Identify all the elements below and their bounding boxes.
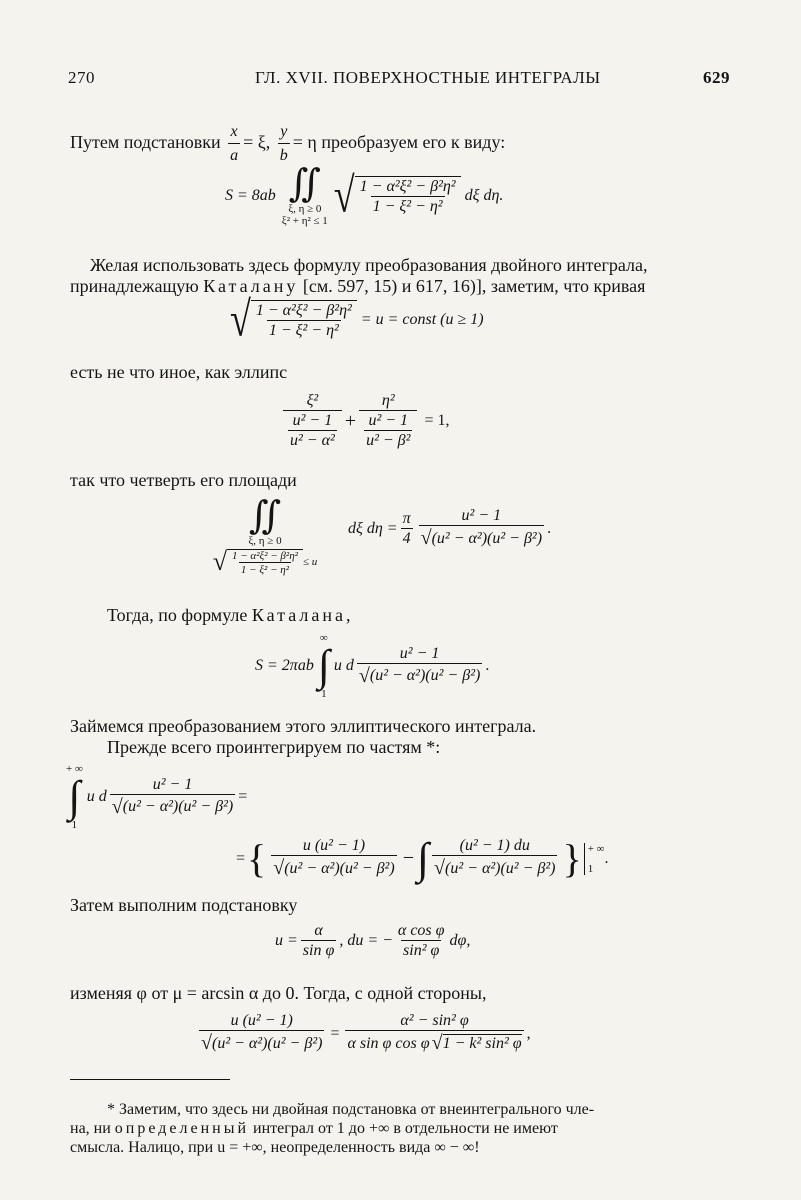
fraction-y-b: $\frac{y}{b}$ bbox=[278, 121, 290, 167]
integral-sign: ∫ bbox=[317, 641, 330, 690]
paragraph-by-catalan: Тогда, по формуле Каталана, bbox=[107, 605, 351, 625]
footnote-rule bbox=[70, 1079, 230, 1080]
formula-by-parts-lhs: + ∞ ∫ 1 u d u² − 1 √ (u² − α²)(u² − β²) = bbox=[66, 763, 248, 831]
paragraph-by-parts: Прежде всего проинтегрируем по частям *: bbox=[107, 737, 441, 757]
double-integral-sign: ∬ bbox=[288, 163, 321, 205]
integral-sign: ∫ bbox=[416, 833, 430, 883]
paragraph-elliptic: Займемся преобразованием этого эллиптического интеграла. bbox=[70, 716, 537, 736]
formula-area-S: S = 8ab ∬ ξ, η ≥ 0 ξ² + η² ≤ 1 √ $\frac{\text{1 − α²ξ² − β²η²}}{\text{1 − ξ² − η²}}$ dξ dη. bbox=[225, 163, 504, 227]
footnote-line1: * Заметим, что здесь ни двойная подстановка от внеинтегрального чле- bbox=[107, 1101, 595, 1118]
formula-by-parts-rhs: = { u (u² − 1) √ (u² − α²)(u² − β²) − ∫ (u² − 1) du √ (u² − α²)(u² − β²) } + ∞ 1 . bbox=[236, 833, 609, 883]
double-integral-sign: ∬ bbox=[248, 495, 282, 537]
square-root: √ $\frac{\text{1 − α²ξ² − β²η²}}{\text{1 − ξ² − η²}}$ bbox=[334, 176, 461, 216]
paragraph-catalan-line1: Желая использовать здесь формулу преобразования двойного интеграла, bbox=[90, 255, 648, 275]
paragraph-substitution-2: Затем выполним подстановку bbox=[70, 895, 298, 915]
page-number: 270 bbox=[68, 68, 95, 87]
paragraph-ellipse: есть не что иное, как эллипс bbox=[70, 362, 288, 382]
fraction-x-a: $\frac{x}{a}$ bbox=[228, 121, 240, 167]
running-head: ГЛ. XVII. ПОВЕРХНОСТНЫЕ ИНТЕГРАЛЫ bbox=[255, 68, 601, 87]
integral-sign: ∫ bbox=[68, 772, 81, 821]
footnote-line3: смысла. Налицо, при u = +∞, неопределенность вида ∞ − ∞! bbox=[70, 1139, 480, 1156]
formula-S-catalan: S = 2πab ∞ ∫ 1 u d u² − 1 √ (u² − α²)(u² − β²) . bbox=[255, 632, 490, 700]
formula-curve-u: √ $\frac{\text{1 − α²ξ² − β²η²}}{\text{1 − ξ² − η²}}$ = u = const (u ≥ 1) bbox=[230, 292, 484, 348]
formula-u-substitution: u = $\frac{\alpha}{\text{sin φ}}$ , du = − $\frac{\text{α cos φ}}{\text{sin² φ}}$ dφ, bbox=[275, 922, 471, 959]
paragraph-phi-range: изменяя φ от μ = arcsin α до 0. Тогда, с одной стороны, bbox=[70, 983, 487, 1003]
square-root: √ $\frac{\text{1 − α²ξ² − β²η²}}{\text{1 − ξ² − η²}}$ bbox=[230, 300, 357, 340]
paragraph-quarter-area: так что четверть его площади bbox=[70, 470, 297, 490]
formula-phi-expression: u (u² − 1) √ (u² − α²)(u² − β²) = α² − sin² φ α sin φ cos φ √ 1 − k² sin² φ , bbox=[201, 1012, 531, 1054]
section-number: 629 bbox=[703, 68, 730, 87]
paragraph-catalan-line2: принадлежащую Каталану [см. 597, 15) и 617, 16)], заметим, что кривая bbox=[70, 276, 646, 296]
paragraph-substitution: Путем подстановки $\frac{x}{a}$ = ξ, $\frac{y}{b}$ = η преобразуем его к виду: bbox=[70, 121, 505, 167]
footnote-line2: на, ни определенный интеграл от 1 до +∞ в отдельности не имеют bbox=[70, 1120, 558, 1137]
formula-ellipse: $\frac{\text{ξ²}}{\frac{\text{u² − 1}}{\text{u² − α²}}}$ + $\frac{\text{η²}}{\frac{\text{u² − 1}}{\text{u² − β²}}}$ = 1, bbox=[280, 392, 449, 450]
